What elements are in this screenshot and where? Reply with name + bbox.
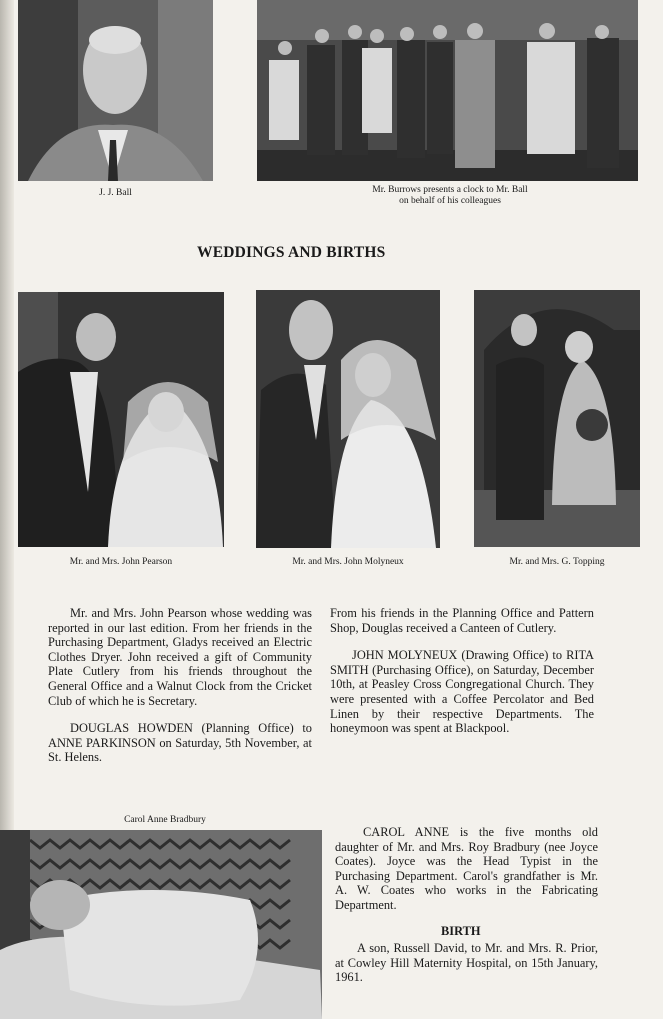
caption-bradbury: Carol Anne Bradbury <box>124 815 206 825</box>
presentation-photo <box>257 0 638 181</box>
caption-line-2: on behalf of his colleagues <box>399 196 501 206</box>
portrait-photo-jj-ball <box>18 0 213 181</box>
caption-topping: Mr. and Mrs. G. Topping <box>509 557 605 567</box>
birth-heading: BIRTH <box>441 924 481 938</box>
wedding-photo-topping <box>474 290 640 547</box>
pearson-paragraph: Mr. and Mrs. John Pearson whose wedding was reported in our last edition. From her friends in the Purchasing Department, Gladys received an Electric Clothes Dryer. John received a gift of Community Plate Cutlery from his friends throughout the General Office and a Walnut Clock from the Cricket Club of which he is Secretary. <box>48 606 312 708</box>
left-article-column <box>48 606 312 765</box>
caption-pearson: Mr. and Mrs. John Pearson <box>69 557 173 567</box>
molyneux-paragraph: JOHN MOLYNEUX (Drawing Office) to RITA SMITH (Purchasing Office), on Saturday, December 10th, at Peasley Cross Congregational Church. They were presented with a Coffee Percolator and Bed Linen by their respective Departments. The honeymoon was spent at Blackpool. <box>330 648 594 736</box>
birth-article <box>335 941 598 985</box>
howden-paragraph: DOUGLAS HOWDEN (Planning Office) to ANNE PARKINSON on Saturday, 5th November, at St. Helens. <box>48 721 312 765</box>
wedding-photo-molyneux <box>256 290 440 548</box>
carol-anne-article <box>335 825 598 913</box>
right-article-column <box>330 606 594 736</box>
wedding-photo-pearson <box>18 292 224 547</box>
caption-line-1: Mr. Burrows presents a clock to Mr. Ball <box>372 185 528 195</box>
section-heading: WEDDINGS AND BIRTHS <box>197 244 386 261</box>
caption-clock-presentation <box>300 185 600 207</box>
baby-photo-carol-anne <box>0 830 322 1019</box>
caption-molyneux: Mr. and Mrs. John Molyneux <box>292 557 404 567</box>
planning-office-paragraph: From his friends in the Planning Office and Pattern Shop, Douglas received a Canteen of Cutlery. <box>330 606 594 635</box>
birth-paragraph: A son, Russell David, to Mr. and Mrs. R. Prior, at Cowley Hill Maternity Hospital, on 15th January, 1961. <box>335 941 598 985</box>
carol-anne-paragraph: CAROL ANNE is the five months old daughter of Mr. and Mrs. Roy Bradbury (nee Joyce Coates). Joyce was the Head Typist in the Purchasing Department. Carol's grandfather is Mr. A. W. Coates who works in the Fabricating Department. <box>335 825 598 912</box>
caption-jj-ball: J. J. Ball <box>99 188 132 198</box>
